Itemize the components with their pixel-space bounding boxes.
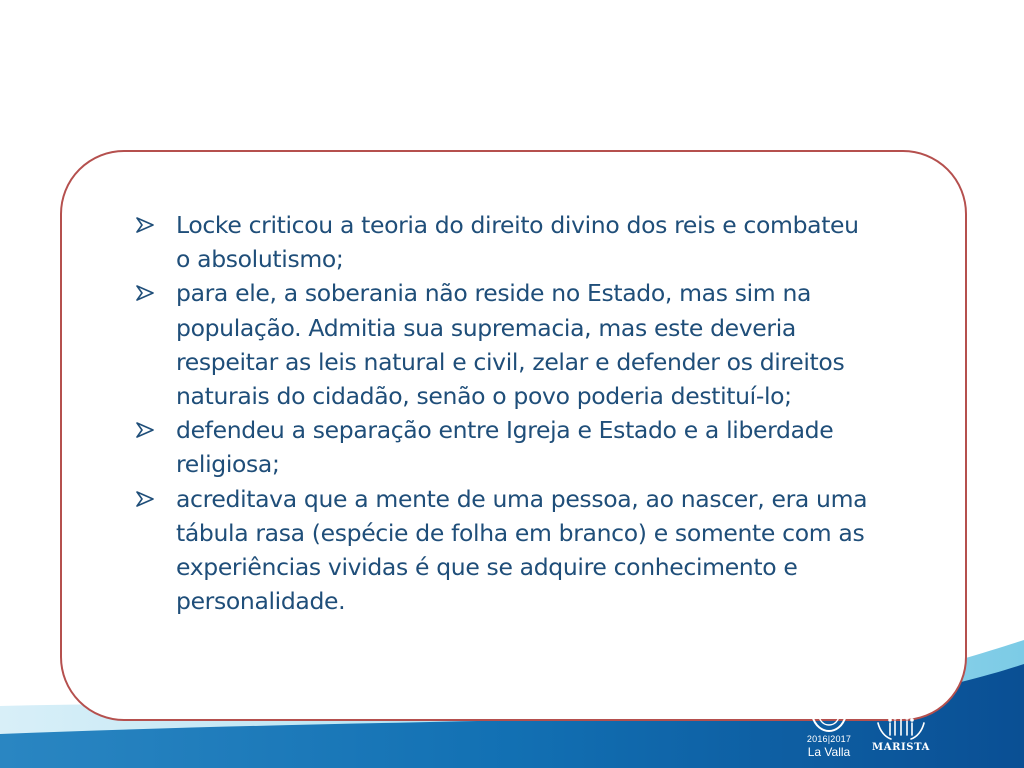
bullet-text: defendeu a separação entre Igreja e Estado e a liberdade religiosa;: [176, 416, 834, 479]
bullet-text: Locke criticou a teoria do direito divino dos reis e combateu o absolutismo;: [176, 211, 859, 274]
arrowhead-bullet-icon: [136, 217, 154, 233]
lavalla-ring-icon: [809, 711, 849, 733]
lavalla-logo: [798, 705, 860, 761]
bullet-item: [136, 208, 876, 276]
content-card: [60, 150, 967, 721]
arrowhead-bullet-icon: [136, 491, 154, 507]
bullet-text: acreditava que a mente de uma pessoa, ao nascer, era uma tábula rasa (espécie de folha em branco) e somente com as experiências vividas é que se adquire conhecimento e personalidade.: [176, 484, 868, 616]
bullet-list: [136, 208, 876, 618]
lavalla-years: 2016|2017: [806, 734, 852, 744]
bullet-item: [136, 482, 876, 619]
arrowhead-bullet-icon: [136, 422, 154, 438]
marista-wordmark: MARISTA: [872, 742, 930, 753]
arrowhead-bullet-icon: [136, 285, 154, 301]
bullet-item: [136, 276, 876, 413]
marista-figures-icon: [875, 713, 927, 741]
bullet-item: [136, 413, 876, 481]
marista-logo: [866, 713, 936, 761]
bullet-text: para ele, a soberania não reside no Estado, mas sim na população. Admitia sua supremacia, mas este deveria respeitar as leis natural e civil, zelar e defender os direitos naturais do cidadão, senão o povo poderia destituí-lo;: [176, 279, 845, 411]
lavalla-name: La Valla: [807, 745, 851, 759]
